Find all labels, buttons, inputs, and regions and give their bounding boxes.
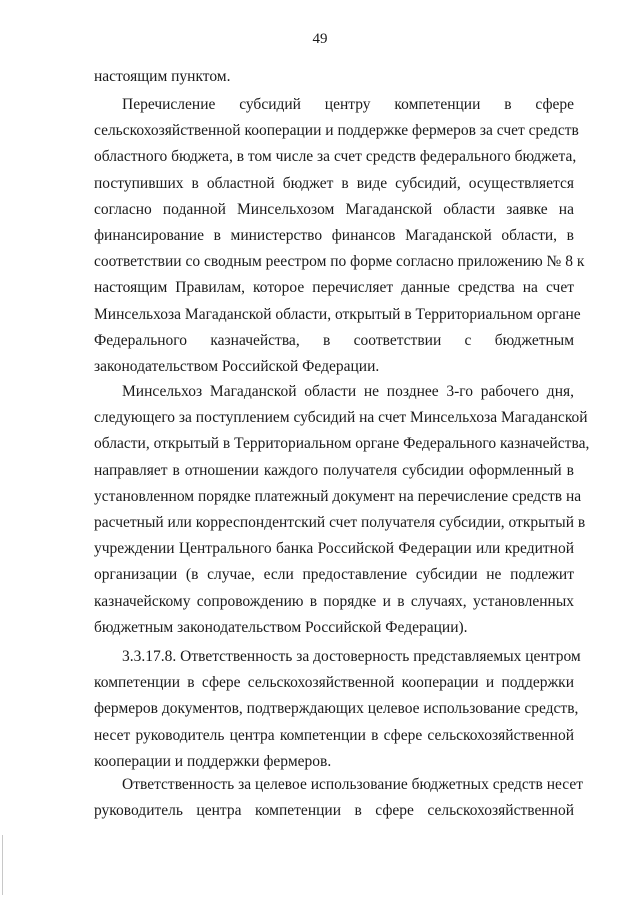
paragraph-subsidy-transfer <box>94 92 585 380</box>
text-line: фермеров документов, подтверждающих целевое использование средств, <box>94 700 579 718</box>
text-line: настоящим пунктом. <box>94 68 231 85</box>
paragraph-responsibility <box>94 772 584 824</box>
paragraph-continuation <box>94 64 574 90</box>
text-line: казначейскому сопровождению в порядке и в случаях, установленных <box>94 592 574 610</box>
text-line: настоящим Правилам, которое перечисляет данные средства на счет <box>94 279 574 297</box>
text-line: поступивших в областной бюджет в виде субсидий, осуществляется <box>94 174 574 192</box>
text-line: учреждении Центрального банка Российской Федерации или кредитной <box>94 540 574 558</box>
text-line: соответствии со сводным реестром по форме согласно приложению № 8 к <box>94 253 585 271</box>
paragraph-ministry-payment <box>94 379 590 641</box>
text-line: Минсельхоз Магаданской области не позднее 3-го рабочего дня, <box>122 383 574 400</box>
text-line: законодательством Российской Федерации. <box>94 358 380 376</box>
text-line: 3.3.17.8. Ответственность за достоверность представляемых центром <box>122 648 581 665</box>
text-line: несет руководитель центра компетенции в сфере сельскохозяйственной <box>94 726 574 744</box>
text-line: финансирование в министерство финансов Магаданской области, в <box>94 227 574 245</box>
text-line: руководитель центра компетенции в сфере сельскохозяйственной <box>94 802 574 820</box>
text-line: Перечисление субсидий центру компетенции в сфере <box>122 96 574 113</box>
text-line: согласно поданной Минсельхозом Магаданской области заявке на <box>94 200 574 218</box>
text-line: организации (в случае, если предоставление субсидии не подлежит <box>94 566 574 584</box>
scan-edge-mark <box>2 835 3 895</box>
text-line: направляет в отношении каждого получателя субсидии оформленный в <box>94 461 574 479</box>
text-line: Минсельхоза Магаданской области, открытый в Территориальном органе <box>94 305 581 323</box>
text-line: установленном порядке платежный документ на перечисление средств на <box>94 487 582 505</box>
text-line: области, открытый в Территориальном органе Федерального казначейства, <box>94 435 590 453</box>
text-line: Федерального казначейства, в соответствии с бюджетным <box>94 331 574 349</box>
text-line: сельскохозяйственной кооперации и поддержке фермеров за счет средств <box>94 122 579 140</box>
text-line: бюджетным законодательством Российской Федерации). <box>94 618 468 636</box>
text-line: компетенции в сфере сельскохозяйственной кооперации и поддержки <box>94 674 574 692</box>
text-line: областного бюджета, в том числе за счет средств федерального бюджета, <box>94 148 577 166</box>
text-line: расчетный или корреспондентский счет получателя субсидии, открытый в <box>94 514 586 532</box>
page-number: 49 <box>312 31 328 47</box>
paragraph-clause-3-3-17-8 <box>94 644 581 775</box>
text-line: Ответственность за целевое использование бюджетных средств несет <box>122 776 584 793</box>
text-line: следующего за поступлением субсидий на счет Минсельхоза Магаданской <box>94 409 588 427</box>
text-line: кооперации и поддержки фермеров. <box>94 752 332 770</box>
